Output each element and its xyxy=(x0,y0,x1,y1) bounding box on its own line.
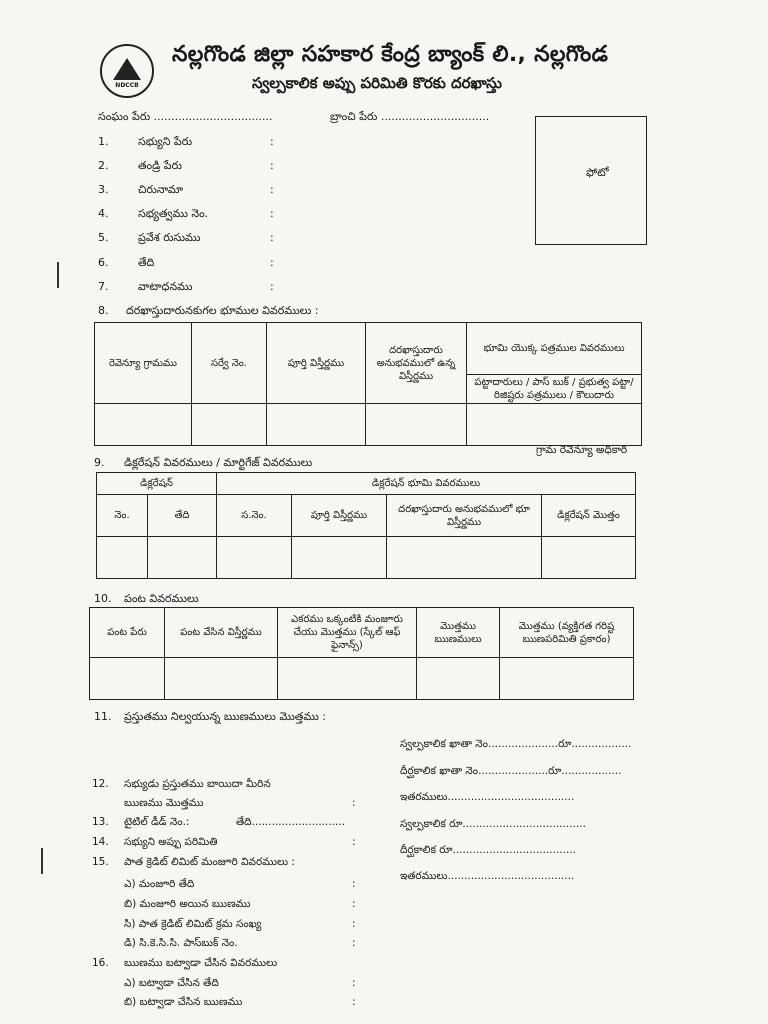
q11-label: ప్రస్తుతము నిల్వయున్న ఋణములు మొత్తము : xyxy=(124,710,326,723)
decl-cell[interactable] xyxy=(97,537,148,579)
crop-cell[interactable] xyxy=(90,658,165,700)
crop-cell[interactable] xyxy=(417,658,500,700)
crop-cell[interactable] xyxy=(500,658,634,700)
field-7-number: 7. xyxy=(98,280,109,293)
q15-item-b: బి) మంజూరి అయిన ఋణము xyxy=(124,898,251,910)
crop-col-total: మొత్తము (వ్యక్తిగత గరిష్ట ఋణపరిమితి ప్రకారం) xyxy=(500,608,634,658)
short-term-amount-line[interactable]: స్వల్పకాలిక రూ..................................... xyxy=(400,818,586,830)
land-col-documents-sub: పట్టాదారులు / పాస్ బుక్ / ప్రభుత్వ పట్టా/ రిజిష్టరు పత్రములు / కౌలుదారు xyxy=(467,375,642,404)
decl-cell[interactable] xyxy=(542,537,636,579)
short-term-account-line[interactable]: స్వల్పకాలిక ఖాతా నెం.....................రూ.................. xyxy=(400,738,632,750)
logo-emblem-icon xyxy=(113,58,141,80)
decl-col-date: తేది xyxy=(148,495,217,537)
q12-line1: సభ్యుడు ప్రస్తుతము బాయిదా మీరిన xyxy=(124,778,271,790)
scan-mark xyxy=(41,848,43,874)
crop-cell[interactable] xyxy=(278,658,417,700)
q16-item-a: ఎ) బట్వాడా చేసిన తేది xyxy=(124,977,219,989)
land-cell[interactable] xyxy=(366,404,467,446)
decl-number: 9. xyxy=(94,456,105,469)
field-1-colon[interactable]: : xyxy=(270,135,274,148)
decl-heading: డిక్లరేషన్ వివరములు / మార్టిగేజ్ వివరములు xyxy=(124,456,313,469)
long-term-amount-line[interactable]: దీర్ఘకాలిక రూ..................................... xyxy=(400,844,576,856)
society-name-line[interactable]: సంఘం పేరు .................................. xyxy=(98,110,273,123)
q14-label: సభ్యుని అప్పు పరిమితి xyxy=(124,836,218,848)
logo-text: NDCCB xyxy=(115,81,139,89)
others-line-1[interactable]: ఇతరములు...................................... xyxy=(400,791,575,803)
branch-name-line[interactable]: బ్రాంచి పేరు ............................... xyxy=(330,110,490,123)
crop-col-scale: ఎకరము ఒక్కంటికి మంజూరు చేయు మొత్తము (స్కేల్ ఆఫ్ ఫైనాన్స్) xyxy=(278,608,417,658)
land-col-survey: సర్వే నెం. xyxy=(192,323,267,404)
q15-item-c: సి) పాత క్రెడిట్ లిమిట్ క్రమ సంఖ్య xyxy=(124,918,262,930)
crop-heading: పంట వివరములు xyxy=(124,592,199,605)
q13-number: 13. xyxy=(92,816,109,828)
land-cell[interactable] xyxy=(467,404,642,446)
crop-col-area: పంట వేసిన విస్తీర్ణము xyxy=(165,608,278,658)
decl-cell[interactable] xyxy=(217,537,292,579)
field-4-label: సభ్యత్వము నెం. xyxy=(138,207,209,220)
decl-col-full-area: పూర్తి విస్తీర్ణము xyxy=(292,495,387,537)
field-1-label: సభ్యుని పేరు xyxy=(138,135,193,148)
field-7-label: వాటాధనము xyxy=(138,280,193,293)
q15-number: 15. xyxy=(92,856,109,868)
q15-item-a-colon[interactable]: : xyxy=(352,878,356,890)
land-col-full-area: పూర్తి విస్తీర్ణము xyxy=(267,323,366,404)
village-officer-label: గ్రామ రెవెన్యూ అధికారి xyxy=(536,444,628,456)
declaration-table xyxy=(96,472,636,579)
decl-col-survey: స.నెం. xyxy=(217,495,292,537)
field-3-number: 3. xyxy=(98,183,109,196)
field-6-colon[interactable]: : xyxy=(270,256,274,269)
q12-line2: ఋణము మొత్తము xyxy=(124,797,204,809)
field-5-label: ప్రవేశ రుసుము xyxy=(138,231,201,244)
title-deed-date[interactable]: తేది............................ xyxy=(236,816,346,828)
field-7-colon[interactable]: : xyxy=(270,280,274,293)
land-col-village: రెవెన్యూ గ్రామము xyxy=(95,323,192,404)
field-4-colon[interactable]: : xyxy=(270,207,274,220)
land-number: 8. xyxy=(98,304,109,317)
land-cell[interactable] xyxy=(267,404,366,446)
field-3-label: చిరునామా xyxy=(138,183,184,196)
land-table xyxy=(94,322,642,446)
decl-col-occupied-area: దరఖాస్తుదారు అనుభవములో భూ విస్తీర్ణము xyxy=(387,495,542,537)
field-4-number: 4. xyxy=(98,207,109,220)
field-3-colon[interactable]: : xyxy=(270,183,274,196)
decl-col-amount: డిక్లరేషన్ మొత్తం xyxy=(542,495,636,537)
q11-number: 11. xyxy=(94,710,112,723)
q12-colon[interactable]: : xyxy=(352,797,356,809)
q12-number: 12. xyxy=(92,778,109,790)
land-cell[interactable] xyxy=(95,404,192,446)
field-2-number: 2. xyxy=(98,159,109,172)
q16-number: 16. xyxy=(92,957,109,969)
q15-item-c-colon[interactable]: : xyxy=(352,918,356,930)
q14-colon[interactable]: : xyxy=(352,836,356,848)
land-heading: దరఖాస్తుదారునకుగల భూముల వివరములు : xyxy=(126,304,319,317)
crop-table xyxy=(89,607,634,700)
field-2-colon[interactable]: : xyxy=(270,159,274,172)
decl-cell[interactable] xyxy=(148,537,217,579)
land-col-occupied-area: దరఖాస్తుదారు అనుభవములో ఉన్న విస్తీర్ణము xyxy=(366,323,467,404)
q15-item-d: డి) సి.కె.సి.సి. పాస్‌బుక్ నెం. xyxy=(124,937,238,949)
photo-label: ఫోటో xyxy=(586,166,609,179)
crop-col-name: పంట పేరు xyxy=(90,608,165,658)
decl-cell[interactable] xyxy=(292,537,387,579)
long-term-account-line[interactable]: దీర్ఘకాలిక ఖాతా నెం.....................రూ.................. xyxy=(400,765,622,777)
scan-mark xyxy=(57,262,59,288)
land-cell[interactable] xyxy=(192,404,267,446)
crop-col-total-loans: మొత్తము ఋణములు xyxy=(417,608,500,658)
ndccb-logo xyxy=(100,44,154,98)
q15-label: పాత క్రెడిట్ లిమిట్ మంజూరి వివరములు : xyxy=(124,856,295,868)
q14-number: 14. xyxy=(92,836,109,848)
field-1-number: 1. xyxy=(98,135,109,148)
crop-number: 10. xyxy=(94,592,112,605)
others-line-2[interactable]: ఇతరములు...................................... xyxy=(400,870,575,882)
bank-title: నల్లగొండ జిల్లా సహకార కేంద్ర బ్యాంక్ లి., నల్లగొండ xyxy=(172,42,609,67)
field-6-number: 6. xyxy=(98,256,109,269)
q16-label: ఋణము బట్వాడా చేసిన వివరములు xyxy=(124,957,278,969)
q16-item-b-colon[interactable]: : xyxy=(352,996,356,1008)
field-2-label: తండ్రి పేరు xyxy=(138,159,182,172)
q15-item-a: ఎ) మంజూరి తేది xyxy=(124,878,195,890)
decl-group-land: డిక్లరేషన్ భూమి వివరములు xyxy=(217,473,636,495)
decl-group-declaration: డిక్లరేషన్ xyxy=(97,473,217,495)
crop-cell[interactable] xyxy=(165,658,278,700)
field-5-colon[interactable]: : xyxy=(270,231,274,244)
q15-item-b-colon[interactable]: : xyxy=(352,898,356,910)
form-subtitle: స్వల్పకాలిక అప్పు పరిమితి కొరకు దరఖాస్తు xyxy=(252,74,502,92)
title-deed-label: టైటిల్ డీడ్ నెం.: xyxy=(124,816,190,828)
decl-col-no: నెం. xyxy=(97,495,148,537)
q16-item-a-colon[interactable]: : xyxy=(352,977,356,989)
field-5-number: 5. xyxy=(98,231,109,244)
q16-item-b: బి) బట్వాడా చేసిన ఋణము xyxy=(124,996,243,1008)
decl-cell[interactable] xyxy=(387,537,542,579)
field-6-label: తేది xyxy=(138,256,155,269)
land-col-documents: భూమి యొక్క పత్రముల వివరములు xyxy=(467,323,642,375)
q15-item-d-colon[interactable]: : xyxy=(352,937,356,949)
